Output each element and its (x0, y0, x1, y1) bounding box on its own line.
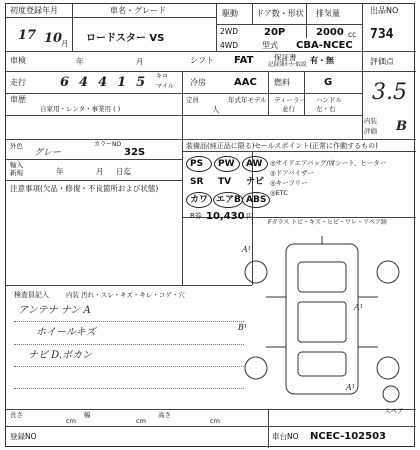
inspector-label: 検査員記入 (14, 291, 49, 299)
grid-line (252, 4, 253, 24)
height-unit: cm (210, 417, 220, 425)
ac-value: AAC (234, 77, 257, 88)
mileage-value: 64415 (60, 75, 156, 90)
equip-leather: カワ (190, 195, 209, 205)
sell-point-4: ◎ETC (270, 189, 288, 197)
inspector-options: 内装 汚れ・スレ・キズ・キレ・コゲ・穴 (66, 291, 185, 299)
exhibit-label: 出品NO (370, 6, 399, 15)
equip-sr: SR (190, 177, 204, 187)
change-year: 年 (56, 167, 64, 176)
grid-line (72, 4, 73, 51)
damage-mark: A¹ (354, 303, 363, 312)
displacement-value: 2000 (316, 27, 344, 38)
mileage-unit: キロ (156, 73, 169, 80)
color-no-value: 32S (124, 147, 146, 158)
notes-label: 注意事項(欠品・修復・不良箇所および状態) (10, 184, 159, 193)
rule-line (14, 388, 244, 389)
mileage-label: 走行 (10, 78, 26, 87)
spare-label: スペア (384, 407, 404, 415)
length-unit: cm (66, 417, 76, 425)
circle-mark (214, 156, 240, 172)
history-options: 自家用・レンタ・事業用 ( ) (40, 105, 121, 113)
warranty-value: 有・無 (310, 56, 334, 65)
recycle-unit: 円 (246, 212, 254, 221)
width-label: 幅 (84, 411, 91, 419)
car-name: ロードスター VS (86, 33, 165, 44)
history-label: 車歴 (10, 95, 26, 104)
grid-line (304, 71, 305, 115)
color-value: グレー (34, 148, 62, 158)
reg-no-label: 登録NO (10, 432, 37, 441)
cc-unit: cc (348, 30, 357, 39)
handle-value: 左・右 (316, 105, 336, 113)
damage-mark: B¹ (238, 323, 248, 332)
rating-label: 評価点 (370, 57, 394, 66)
circle-mark (242, 156, 268, 172)
note-line-2: ホイールキズ (36, 327, 96, 338)
grid-line (6, 285, 252, 286)
drive-label: 駆動 (222, 9, 238, 18)
reg-year: 17 (18, 28, 37, 43)
grid-line (6, 115, 362, 116)
chassis-no: NCEC-102503 (310, 431, 387, 442)
interior-score: B (396, 119, 407, 134)
grid-line (306, 4, 307, 38)
plate-label: 輸入 (10, 161, 23, 169)
warranty-sub: 記録簿ｵｰﾅｰ取説 (268, 62, 307, 68)
capacity-label: 定員 (186, 96, 199, 104)
glass-label: Fガラス トビ・キズ・ヒビ・ワレ・リペア跡 (268, 219, 387, 226)
model-value: CBA-NCEC (296, 40, 353, 51)
grid-line (6, 409, 416, 410)
car-damage-diagram (236, 232, 406, 408)
plate-sub: 新規 (10, 169, 23, 177)
circle-mark (186, 192, 212, 208)
inspection-year: 年 (76, 57, 84, 66)
dealer-label: ディーラー (274, 96, 306, 104)
ac-label: 冷房 (190, 78, 206, 87)
mileage-unit-alt: マイル (156, 83, 174, 90)
sell-point-2: ◎ドアバイザー (270, 169, 314, 177)
interior-sub: 評価 (364, 127, 377, 135)
door-count: 20P (264, 27, 286, 38)
grid-line (6, 93, 362, 94)
fuel-value: G (324, 77, 333, 88)
year-model-label: 年式年モデル (228, 96, 267, 104)
equip-navi: ナビ (246, 177, 265, 187)
rule-line (14, 344, 244, 345)
score-value: 3.5 (372, 80, 407, 105)
reg-month: 10 (44, 31, 63, 46)
rule-line (14, 366, 244, 367)
width-unit: cm (136, 417, 146, 425)
drive-2wd: 2WD (220, 27, 238, 36)
sell-point-3: ◎キーフリー (270, 179, 308, 187)
recycle-label: R券 (190, 212, 202, 220)
grid-line (268, 409, 269, 448)
circle-mark (186, 156, 212, 172)
grid-line (6, 180, 182, 181)
change-month: 月 (96, 167, 104, 176)
name-grade-label: 車名・グレード (110, 6, 166, 15)
color-label: 外色 (10, 142, 23, 150)
note-line-1: アンテナ ナン A (18, 305, 91, 316)
note-line-3: ナビ D.ボカン (28, 350, 93, 361)
reg-month-suffix: 月 (61, 39, 69, 48)
capacity-unit: 人 (212, 105, 220, 114)
handle-label: ハンドル (316, 96, 342, 104)
drive-4wd: 4WD (220, 41, 238, 50)
grid-line (6, 71, 416, 72)
circle-mark (213, 192, 243, 208)
door-label: ドア数・形状 (256, 9, 304, 18)
circle-mark (242, 192, 270, 208)
equip-pw: PW (218, 159, 235, 169)
sell-point-1: ◎サイドエアバッグ/席シート、ヒーター (270, 159, 387, 167)
lot-number: 734 (370, 27, 394, 42)
auction-sheet (5, 3, 415, 447)
grid-line (6, 51, 416, 52)
grid-line (6, 426, 416, 427)
fuel-label: 燃料 (274, 78, 290, 87)
grid-line (216, 4, 217, 51)
chassis-label: 車台NO (272, 432, 299, 441)
grid-line (216, 24, 362, 25)
equip-airbag: エアB (216, 195, 241, 205)
equip-abs: ABS (246, 195, 267, 205)
dealer-sub: 並行 (282, 105, 295, 113)
shift-value: FAT (234, 55, 254, 66)
equip-aw: AW (246, 159, 263, 169)
damage-mark: A¹ (242, 245, 251, 254)
interior-label: 内装 (364, 117, 377, 125)
equip-tv: TV (218, 177, 232, 187)
height-label: 高さ (158, 411, 171, 419)
reg-label: 初度登録年月 (10, 6, 58, 15)
equip-ps: PS (190, 159, 204, 169)
warranty-label: 保証書 (274, 53, 297, 62)
grid-line (6, 17, 216, 18)
grid-line (268, 71, 269, 115)
rule-line (14, 321, 244, 322)
grid-line (6, 159, 182, 160)
inspection-month: 月 (136, 57, 144, 66)
grid-line (6, 139, 416, 140)
shift-label: シフト (190, 56, 214, 65)
displacement-label: 排気量 (316, 9, 340, 18)
length-label: 長さ (10, 411, 23, 419)
sell-points-label: セールスポイント(正常に作動するもの) (254, 142, 378, 150)
grid-line (182, 151, 416, 152)
damage-mark: A¹ (346, 383, 355, 392)
change-day: 日迄 (116, 167, 131, 176)
equipment-label: 装備品(純正品に限る) (186, 142, 255, 150)
model-label: 型式 (262, 41, 278, 50)
grid-line (182, 71, 183, 285)
grid-line (362, 4, 363, 139)
inspection-label: 車検 (10, 56, 26, 65)
color-no-label: カラーNO (94, 141, 122, 148)
recycle-value: 10,430 (206, 211, 245, 222)
